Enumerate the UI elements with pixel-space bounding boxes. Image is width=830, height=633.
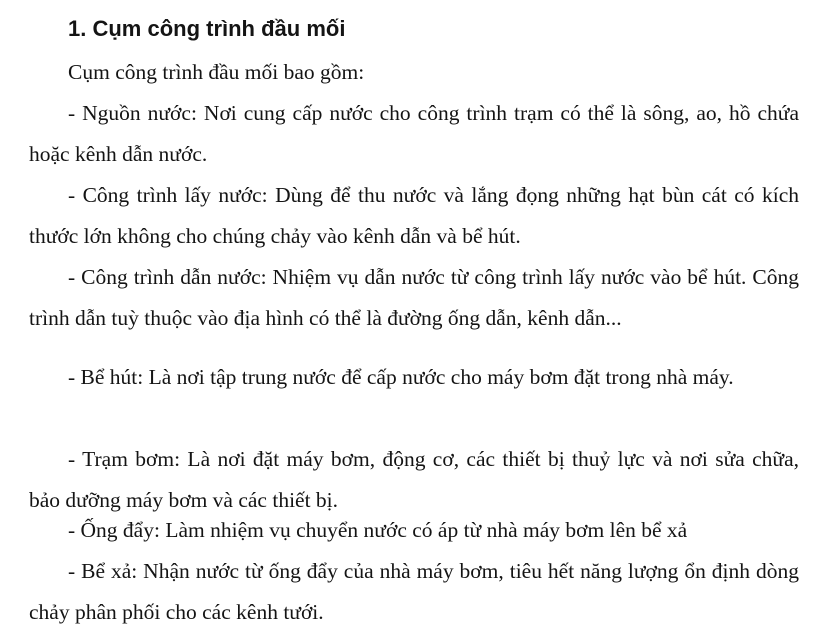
item-cong-trinh-dan-nuoc: - Công trình dẫn nước: Nhiệm vụ dẫn nước từ công trình lấy nước vào bể hút. Công trình dẫn tuỳ thuộc vào địa hình có thể là đường ống dẫn, kênh dẫn... (29, 265, 799, 330)
intro-paragraph: Cụm công trình đầu mối bao gồm: (68, 60, 365, 84)
item-cong-trinh-lay-nuoc: - Công trình lấy nước: Dùng để thu nước và lắng đọng những hạt bùn cát có kích thước lớn không cho chúng chảy vào kênh dẫn và bể hút. (29, 183, 799, 248)
item-be-hut: - Bể hút: Là nơi tập trung nước để cấp nước cho máy bơm đặt trong nhà máy. (68, 365, 734, 389)
item-nguon-nuoc: - Nguồn nước: Nơi cung cấp nước cho công trình trạm có thể là sông, ao, hồ chứa hoặc kênh dẫn nước. (29, 101, 799, 166)
item-ong-day: - Ống đẩy: Làm nhiệm vụ chuyển nước có áp từ nhà máy bơm lên bể xả (68, 518, 688, 542)
item-tram-bom: - Trạm bơm: Là nơi đặt máy bơm, động cơ, các thiết bị thuỷ lực và nơi sửa chữa, bảo dưỡng máy bơm và các thiết bị. (29, 447, 799, 512)
section-heading: 1. Cụm công trình đầu mối (68, 16, 346, 41)
item-be-xa: - Bể xả: Nhận nước từ ống đẩy của nhà máy bơm, tiêu hết năng lượng ổn định dòng chảy phân phối cho các kênh tưới. (29, 559, 799, 624)
